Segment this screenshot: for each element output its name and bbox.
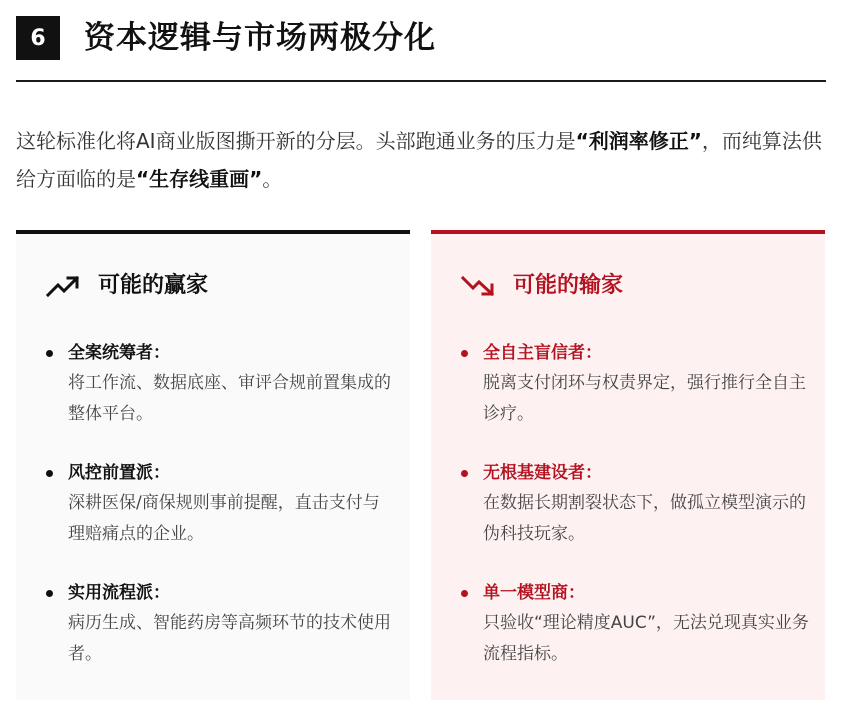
winner-item [46, 338, 396, 430]
winner-item-name: 风控前置派： [68, 463, 170, 483]
section-number-badge: 6 [16, 16, 60, 60]
winner-item-desc: 将工作流、数据底座、审评合规前置集成的整体平台。 [68, 373, 391, 424]
winners-card [16, 230, 410, 700]
winner-item [46, 458, 396, 550]
loser-item-name: 单一模型商： [483, 583, 585, 603]
intro-paragraph [16, 122, 826, 198]
loser-item-name: 无根基建设者： [483, 463, 602, 483]
winner-item-name: 全案统筹者： [68, 343, 170, 363]
bullet-dot [46, 350, 53, 357]
winner-item-name: 实用流程派： [68, 583, 170, 603]
section-header [16, 16, 826, 82]
loser-item [461, 338, 811, 430]
trending-up-icon [46, 274, 82, 298]
intro-highlight-profit: “利润率修正” [575, 129, 702, 153]
intro-text-2: ，而纯算法供给方面临的是 [16, 129, 822, 191]
bullet-dot [46, 590, 53, 597]
intro-highlight-survival: “生存线重画” [136, 167, 263, 191]
bullet-dot [461, 350, 468, 357]
winner-item-desc: 深耕医保/商保规则事前提醒，直击支付与理赔痛点的企业。 [68, 493, 380, 544]
loser-item-desc: 在数据长期割裂状态下，做孤立模型演示的伪科技玩家。 [483, 493, 806, 544]
loser-item-desc: 只验收“理论精度AUC”，无法兑现真实业务流程指标。 [483, 613, 809, 664]
bullet-dot [46, 470, 53, 477]
winner-item [46, 578, 396, 670]
loser-item [461, 578, 811, 670]
losers-card [431, 230, 825, 700]
trending-down-icon [461, 274, 497, 298]
section-title: 资本逻辑与市场两极分化 [84, 20, 436, 56]
winner-item-desc: 病历生成、智能药房等高频环节的技术使用者。 [68, 613, 391, 664]
intro-text-3: 。 [262, 167, 283, 191]
loser-item-desc: 脱离支付闭环与权责界定，强行推行全自主诊疗。 [483, 373, 806, 424]
losers-heading [461, 272, 623, 300]
bullet-dot [461, 590, 468, 597]
losers-heading-label: 可能的输家 [513, 273, 624, 298]
bullet-dot [461, 470, 468, 477]
winners-heading-label: 可能的赢家 [98, 273, 209, 298]
winners-heading [46, 272, 208, 300]
intro-text-1: 这轮标准化将AI商业版图撕开新的分层。头部跑通业务的压力是 [16, 129, 576, 153]
loser-item-name: 全自主盲信者： [483, 343, 602, 363]
loser-item [461, 458, 811, 550]
